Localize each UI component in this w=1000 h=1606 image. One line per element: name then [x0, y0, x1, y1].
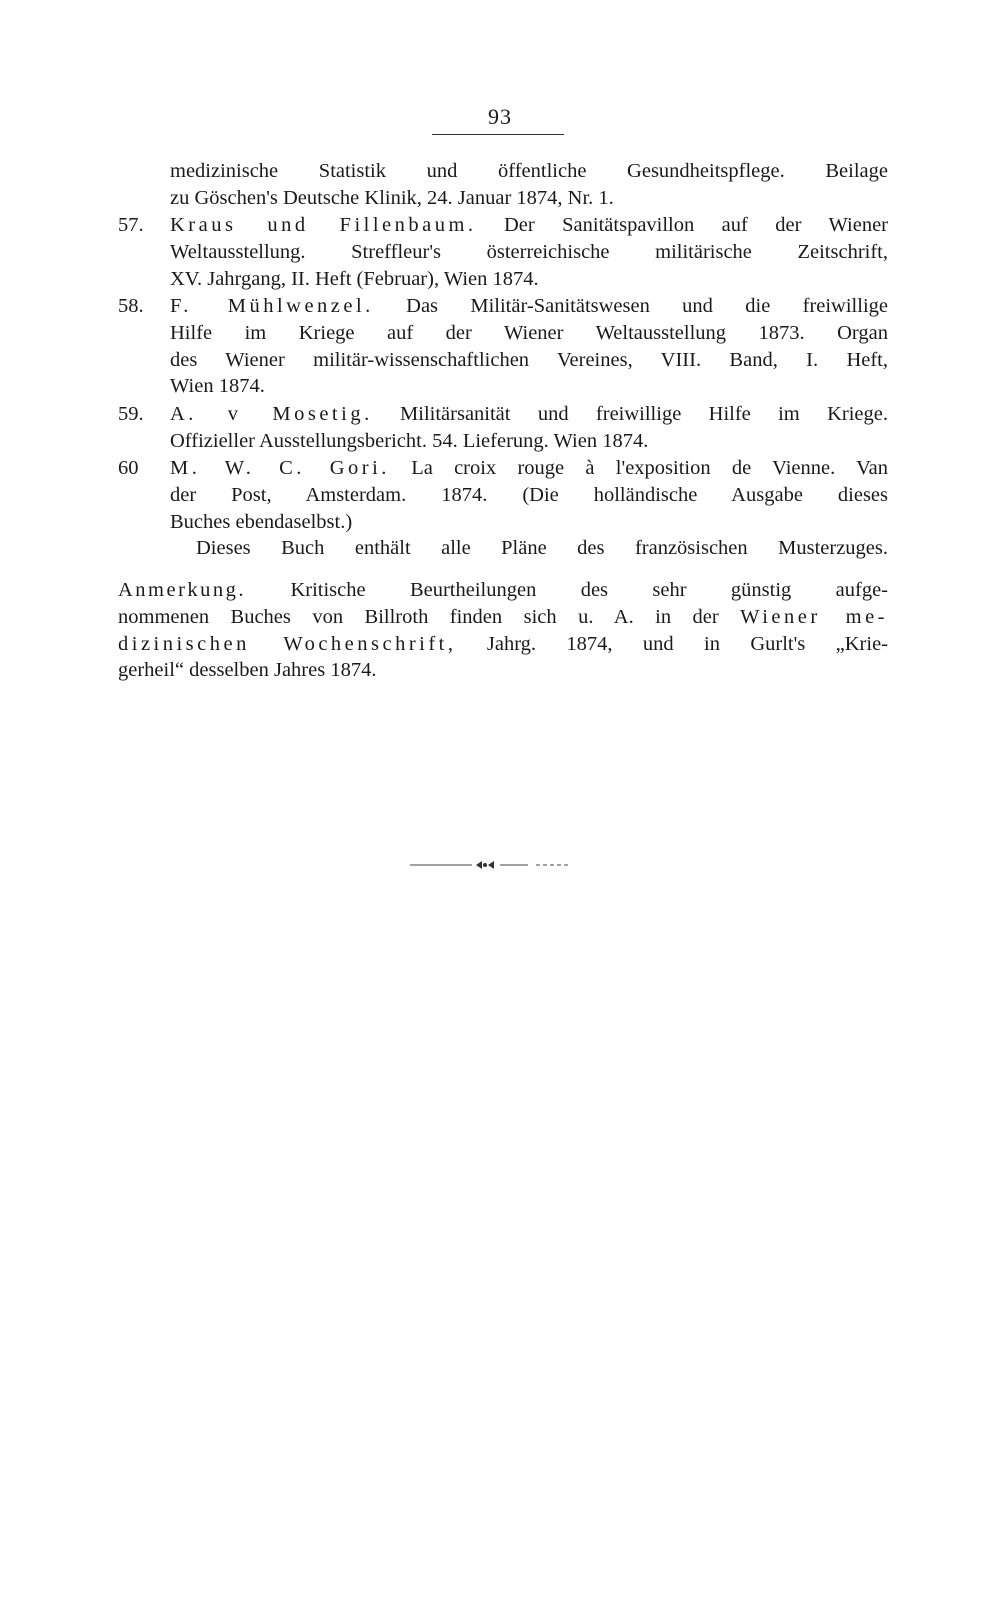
note-text: Jahrg. 1874, und in Gurlt's „Krie- — [486, 632, 888, 655]
entry-number: 59. — [118, 403, 144, 425]
reference-entry-60 — [118, 455, 889, 562]
reference-entry-57 — [118, 212, 889, 292]
note-block — [118, 577, 888, 684]
note-line — [118, 631, 888, 658]
note-journal-name: Wiener me- — [740, 605, 888, 628]
entry-author: F. Mühlwenzel. — [170, 295, 374, 317]
text-line: Wien 1874. — [170, 375, 265, 398]
entry-author: Kraus und Fillenbaum. — [170, 214, 477, 236]
text-line-indented: Dieses Buch enthält alle Pläne des französischen Musterzuges. — [196, 537, 888, 560]
entry-first-line — [170, 212, 888, 239]
entry-text: Der Sanitätspavillon auf der Wiener — [504, 214, 889, 236]
entry-number: 60 — [118, 457, 139, 479]
reference-entry-59 — [118, 401, 888, 455]
note-journal-name: dizinischen Wochenschrift, — [118, 632, 457, 655]
entry-first-line — [170, 401, 888, 428]
end-ornament-icon — [410, 859, 580, 871]
note-line — [118, 577, 888, 604]
note-text: nommenen Buches von Billroth finden sich u. A. in der — [118, 605, 719, 628]
text-line: Hilfe im Kriege auf der Wiener Weltausstellung 1873. Organ — [170, 321, 888, 344]
text-line: Buches ebendaselbst.) — [170, 510, 353, 533]
note-line: gerheil“ desselben Jahres 1874. — [118, 659, 377, 682]
entry-number: 57. — [118, 214, 144, 236]
page-number: 93 — [488, 104, 512, 129]
note-line — [118, 604, 888, 631]
entry-text: Das Militär-Sanitätswesen und die freiwillige — [406, 295, 888, 317]
text-line: Weltausstellung. Streffleur's österreichische militärische Zeitschrift, — [170, 240, 888, 263]
entry-first-line — [170, 455, 888, 482]
text-line: des Wiener militär-wissenschaftlichen Vereines, VIII. Band, I. Heft, — [170, 348, 888, 371]
entry-text: Militärsanität und freiwillige Hilfe im Kriege. — [400, 403, 888, 425]
entry-text: La croix rouge à l'exposition de Vienne. Van — [411, 457, 889, 479]
header-rule — [432, 134, 564, 135]
reference-entry-58 — [118, 293, 888, 400]
text-line: medizinische Statistik und öffentliche Gesundheitspflege. Beilage — [170, 160, 888, 182]
entry-number: 58. — [118, 295, 144, 317]
entry-author: M. W. C. Gori. — [170, 457, 390, 479]
text-line: XV. Jahrgang, II. Heft (Februar), Wien 1874. — [170, 267, 539, 290]
text-line: der Post, Amsterdam. 1874. (Die holländische Ausgabe dieses — [170, 483, 888, 506]
entry-first-line — [170, 293, 888, 320]
entry-author: A. v Mosetig. — [170, 403, 373, 425]
text-line: Offizieller Ausstellungsbericht. 54. Lieferung. Wien 1874. — [170, 429, 649, 452]
continuation-block — [170, 158, 888, 212]
note-text: Kritische Beurtheilungen des sehr günstig aufge- — [290, 579, 888, 601]
note-label: Anmerkung. — [118, 579, 247, 601]
text-line: zu Göschen's Deutsche Klinik, 24. Januar 1874, Nr. 1. — [170, 186, 614, 209]
